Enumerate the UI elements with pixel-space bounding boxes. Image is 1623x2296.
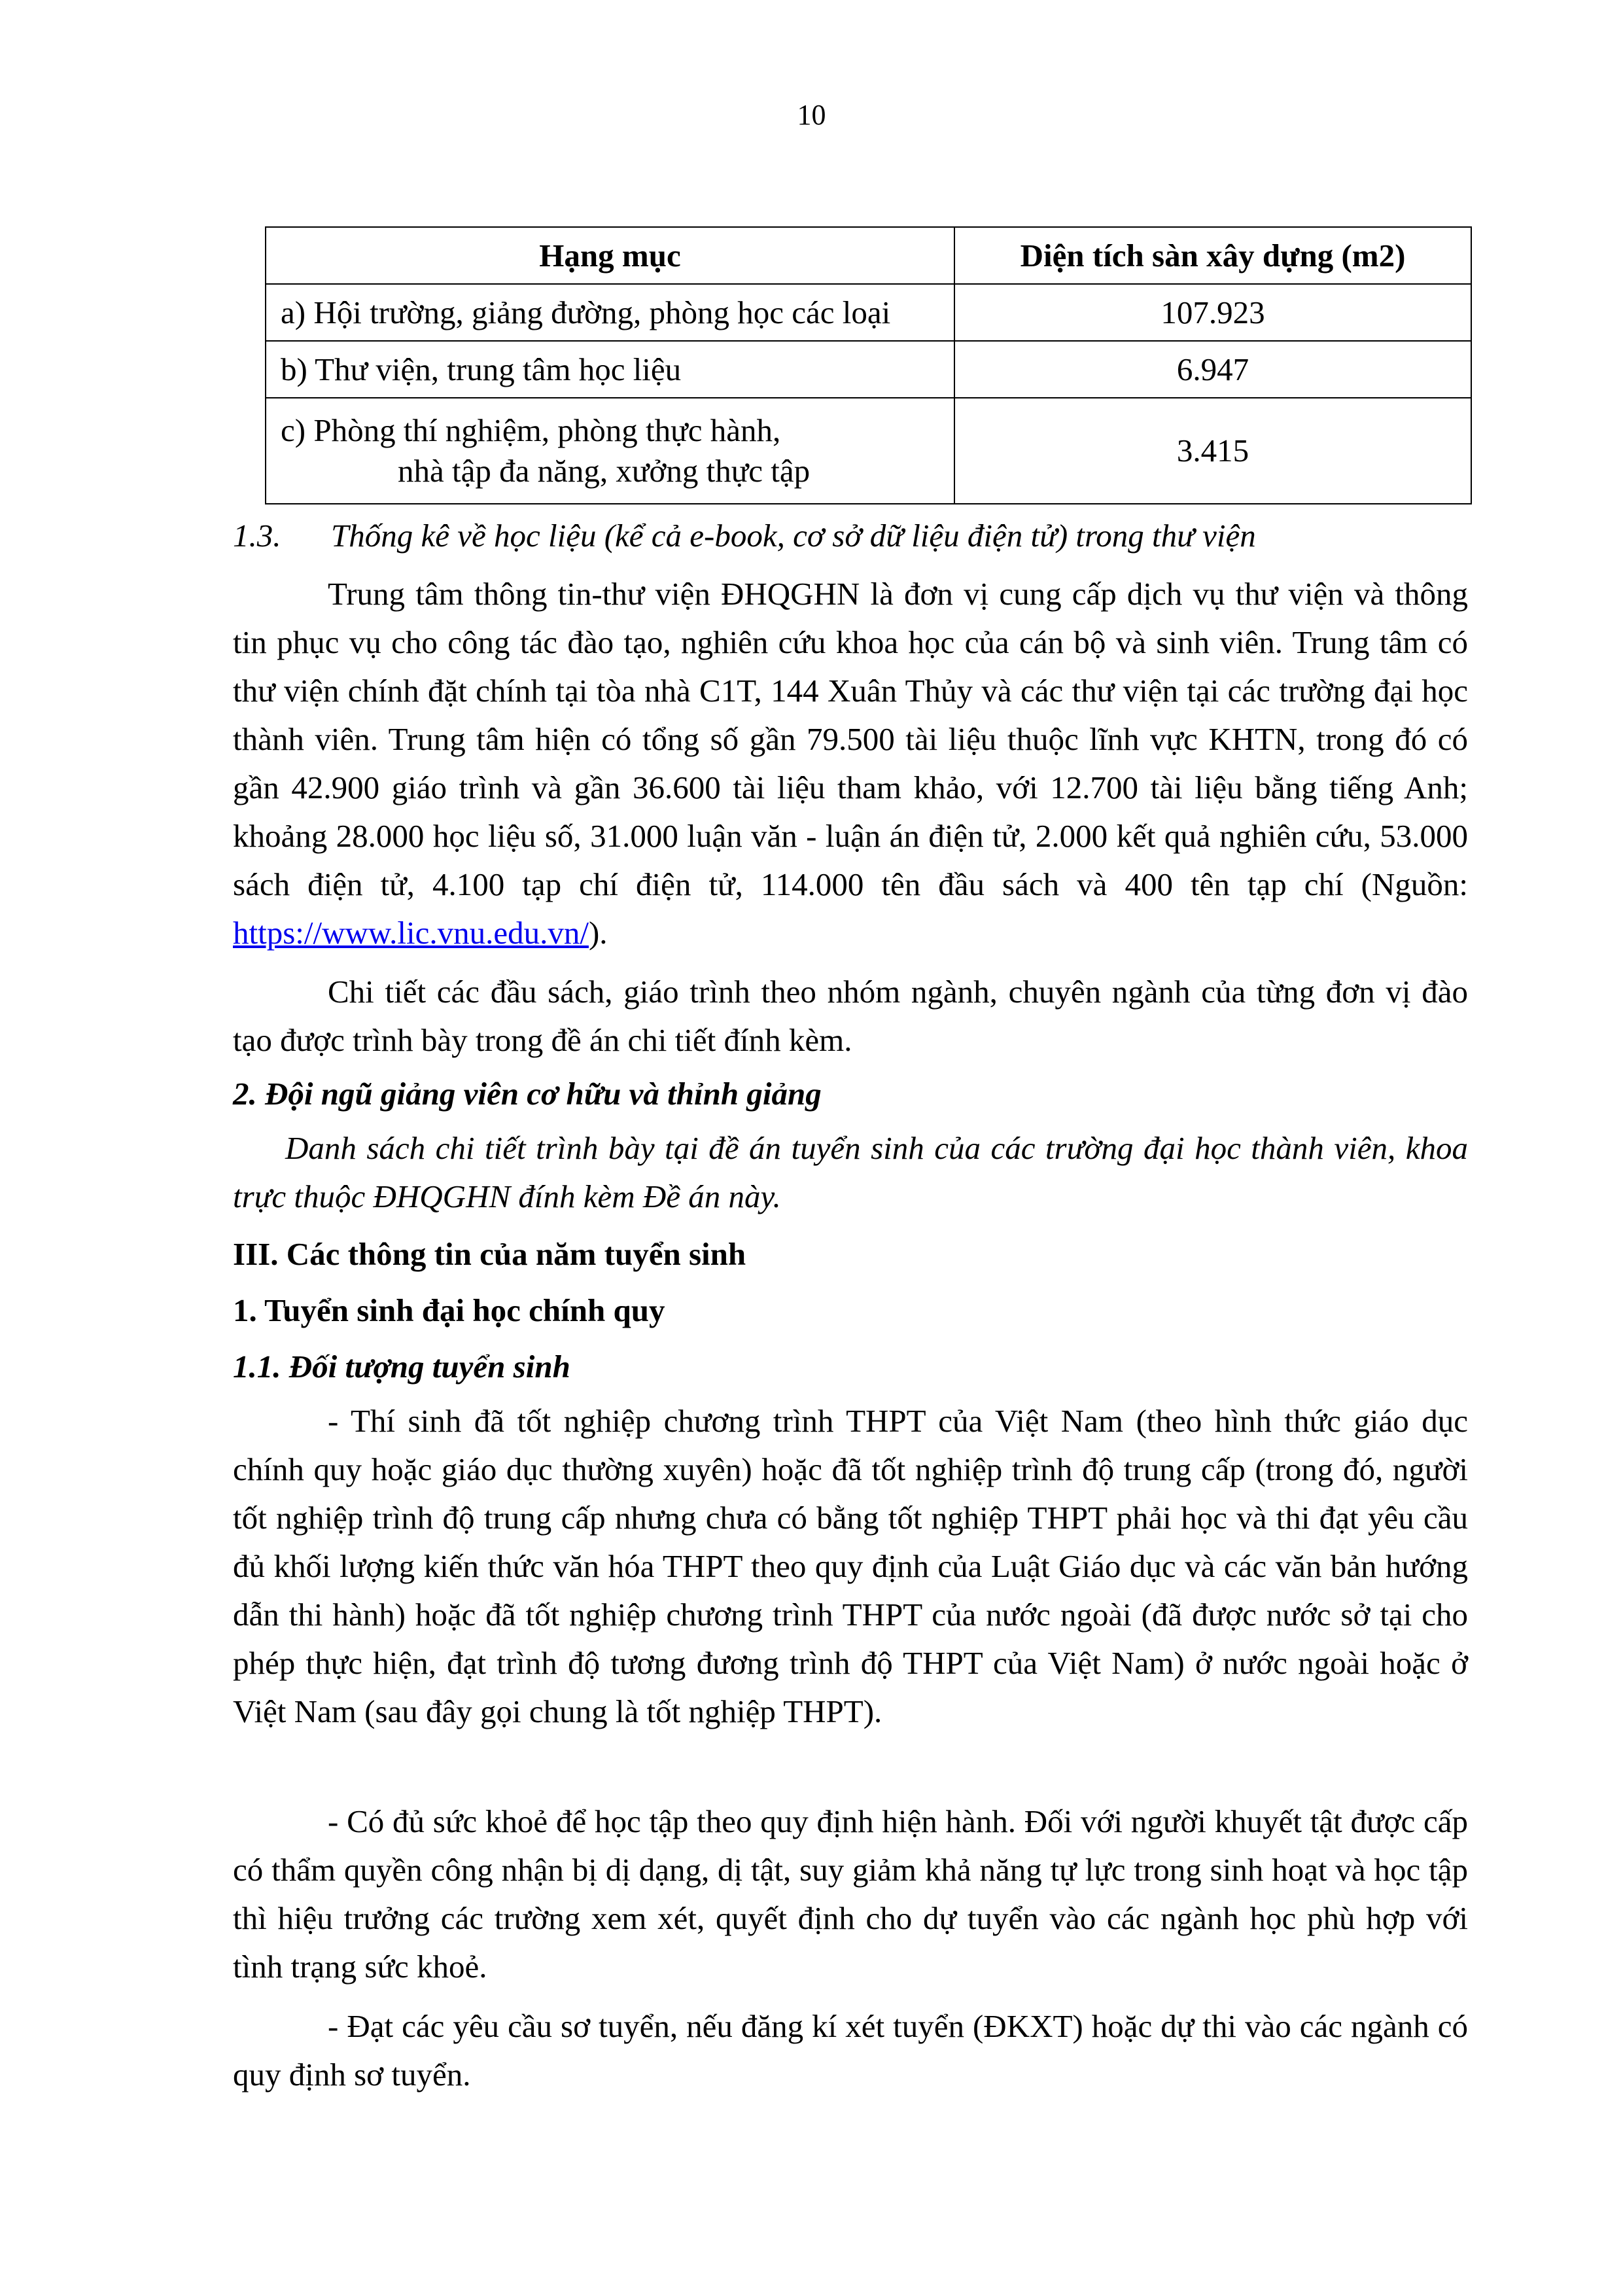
section-2-paragraph: Danh sách chi tiết trình bày tại đề án tuyển sinh của các trường đại học thành viên, khoa trực thuộc ĐHQGHN đính kèm Đề án này. — [233, 1130, 1468, 1214]
row-item: a) Hội trường, giảng đường, phòng học các loại — [266, 284, 954, 341]
library-paragraph-end: ). — [588, 915, 608, 951]
page-number: 10 — [797, 99, 826, 131]
row-item — [266, 398, 954, 504]
section-title: Thống kê về học liệu (kể cả e-book, cơ sở dữ liệu điện tử) trong thư viện — [331, 518, 1256, 554]
header-item: Hạng mục — [266, 227, 954, 284]
section-III-heading: III. Các thông tin của năm tuyển sinh — [233, 1236, 746, 1272]
row-item: b) Thư viện, trung tâm học liệu — [266, 341, 954, 398]
library-link[interactable]: https://www.lic.vnu.edu.vn/ — [233, 915, 589, 951]
table-header-row — [266, 227, 1471, 284]
subsection-1-1-heading: 1.1. Đối tượng tuyển sinh — [233, 1349, 570, 1385]
table-row — [266, 341, 1471, 398]
row-area: 3.415 — [954, 398, 1471, 504]
section-1-3-heading — [233, 512, 1468, 560]
details-paragraph: Chi tiết các đầu sách, giáo trình theo nhóm ngành, chuyên ngành của từng đơn vị đào tạo được trình bày trong đề án chi tiết đính kèm. — [233, 974, 1468, 1058]
section-2-heading: 2. Đội ngũ giảng viên cơ hữu và thỉnh giảng — [233, 1076, 822, 1112]
row-item-line2: nhà tập đa năng, xưởng thực tập — [398, 453, 811, 489]
table-row — [266, 398, 1471, 504]
section-number: 1.3. — [233, 518, 281, 554]
row-item-line1: c) Phòng thí nghiệm, phòng thực hành, — [281, 412, 781, 448]
table-row — [266, 284, 1471, 341]
row-area: 107.923 — [954, 284, 1471, 341]
header-area: Diện tích sàn xây dựng (m2) — [954, 227, 1471, 284]
eligibility-bullet-3: - Đạt các yêu cầu sơ tuyển, nếu đăng kí xét tuyển (ĐKXT) hoặc dự thi vào các ngành có quy định sơ tuyển. — [233, 2008, 1468, 2093]
library-paragraph-text: Trung tâm thông tin-thư viện ĐHQGHN là đơn vị cung cấp dịch vụ thư viện và thông tin phục vụ cho công tác đào tạo, nghiên cứu khoa học của cán bộ và sinh viên. Trung tâm có thư viện chính đặt chính tại tòa nhà C1T, 144 Xuân Thủy và các thư viện tại các trường đại học thành viên. Trung tâm hiện có tổng số gần 79.500 tài liệu thuộc lĩnh vực KHTN, trong đó có gần 42.900 giáo trình và gần 36.600 tài liệu tham khảo, với 12.700 tài liệu bằng tiếng Anh; khoảng 28.000 học liệu số, 31.000 luận văn - luận án điện tử, 2.000 kết quả nghiên cứu, 53.000 sách điện tử, 4.100 tạp chí điện tử, 114.000 tên đầu sách và 400 tên tạp chí (Nguồn: — [233, 576, 1468, 902]
facilities-table — [265, 226, 1472, 504]
row-area: 6.947 — [954, 341, 1471, 398]
eligibility-bullet-2: - Có đủ sức khoẻ để học tập theo quy định hiện hành. Đối với người khuyết tật được cấp có thẩm quyền công nhận bị dị dạng, dị tật, suy giảm khả năng tự lực trong sinh hoạt và học tập thì hiệu trưởng các trường xem xét, quyết định cho dự tuyển vào các ngành học phù hợp với tình trạng sức khoẻ. — [233, 1803, 1468, 1985]
eligibility-bullet-1: - Thí sinh đã tốt nghiệp chương trình THPT của Việt Nam (theo hình thức giáo dục chính quy hoặc giáo dục thường xuyên) hoặc đã tốt nghiệp trình độ trung cấp (trong đó, người tốt nghiệp trình độ trung cấp nhưng chưa có bằng tốt nghiệp THPT phải học và thi đạt yêu cầu đủ khối lượng kiến thức văn hóa THPT theo quy định của Luật Giáo dục và các văn bản hướng dẫn thi hành) hoặc đã tốt nghiệp chương trình THPT của nước ngoài (đã được nước sở tại cho phép thực hiện, đạt trình độ tương đương trình độ THPT của Việt Nam) ở nước ngoài hoặc ở Việt Nam (sau đây gọi chung là tốt nghiệp THPT). — [233, 1403, 1468, 1729]
subsection-1-heading: 1. Tuyển sinh đại học chính quy — [233, 1292, 665, 1328]
library-paragraph — [233, 570, 1468, 957]
